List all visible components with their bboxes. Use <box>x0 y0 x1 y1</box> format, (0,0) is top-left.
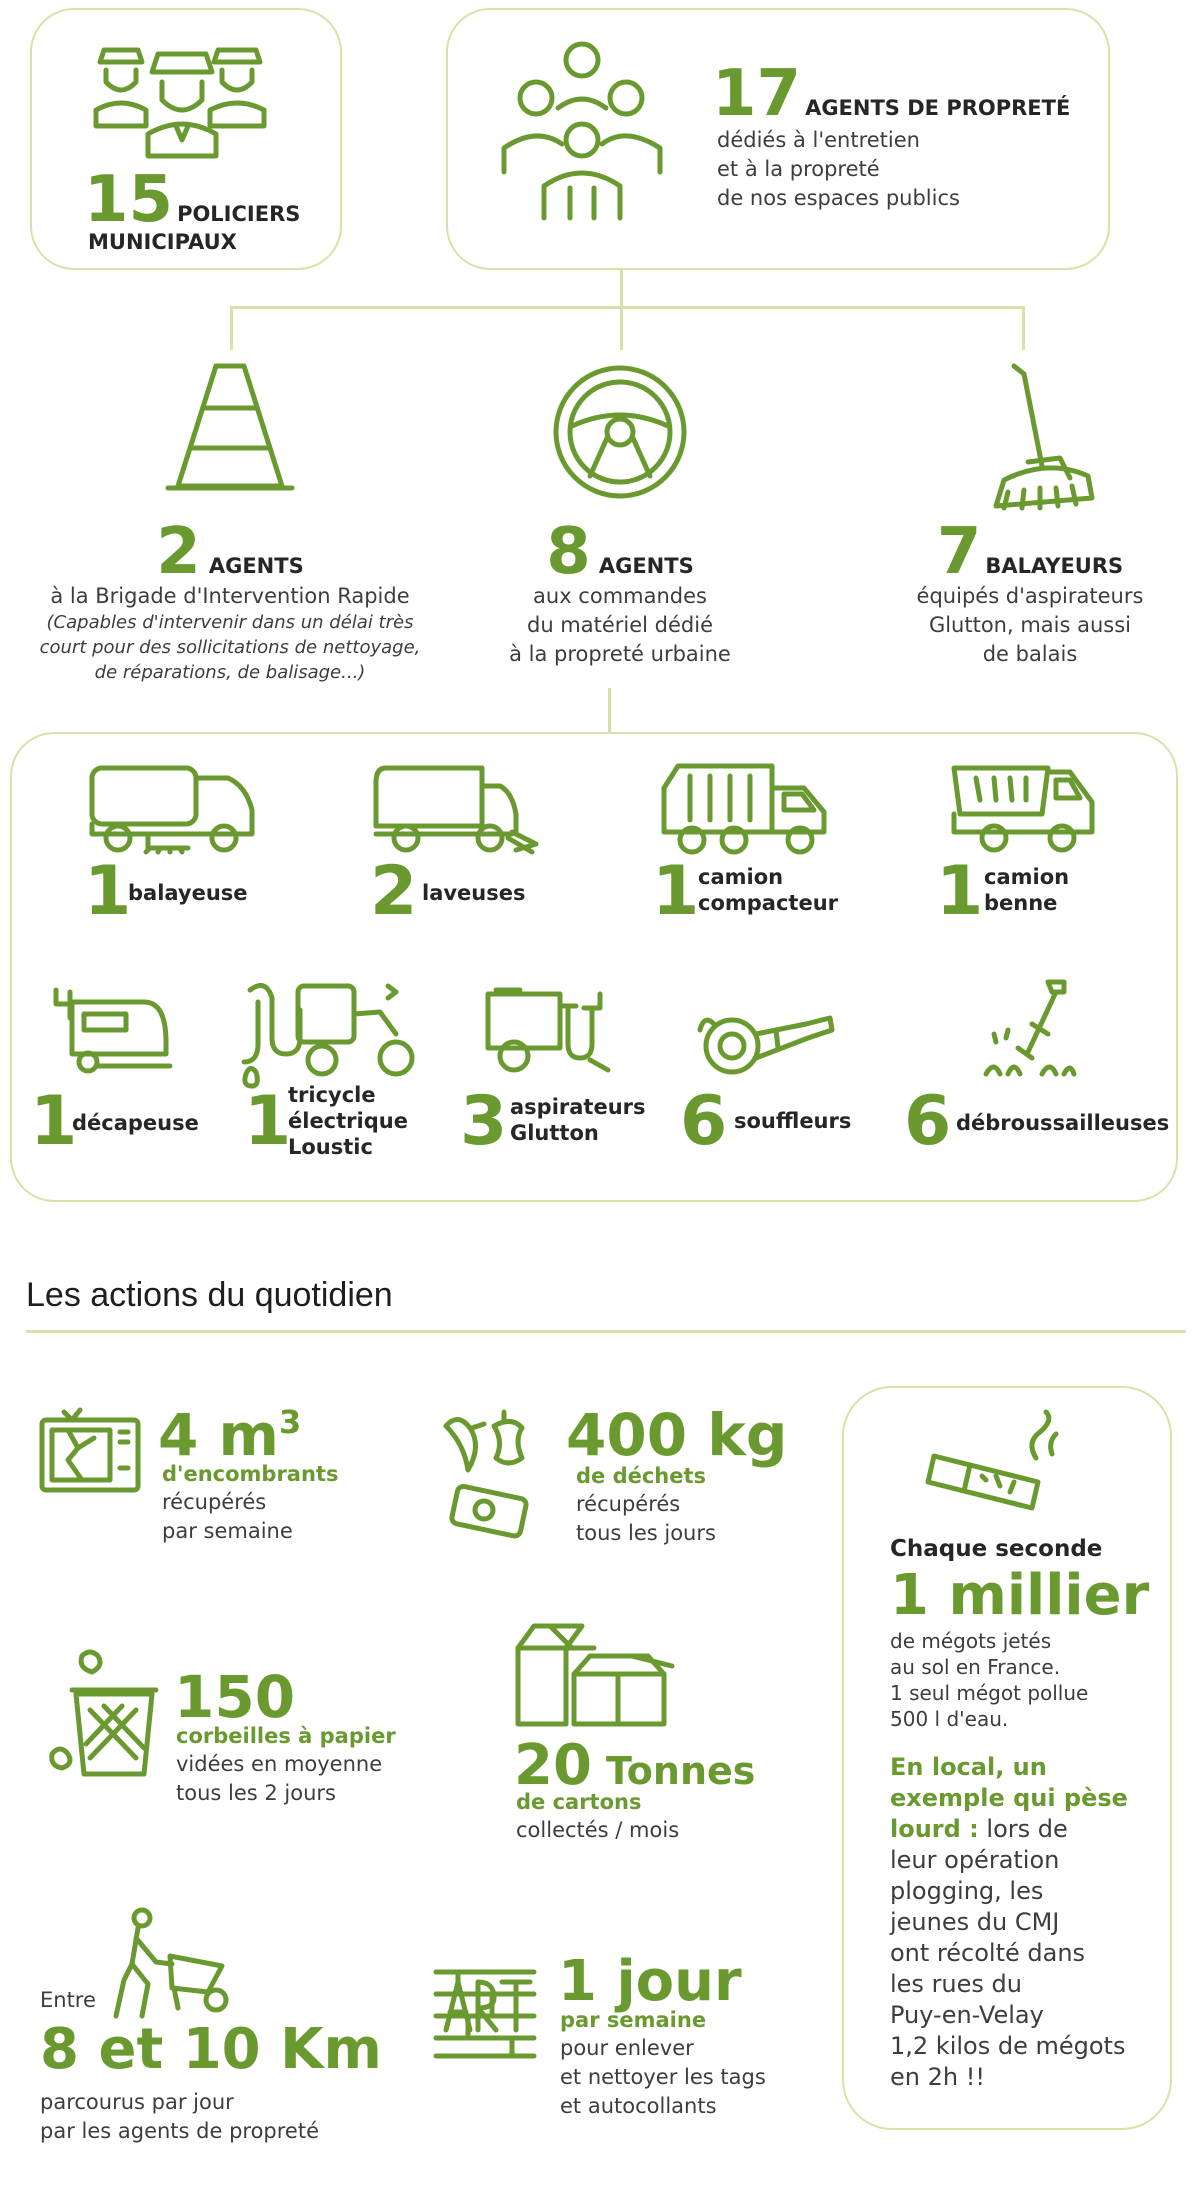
street-sweeper-icon <box>88 762 258 854</box>
vehicle-label: Glutton <box>510 1121 599 1145</box>
connector-left-drop <box>230 306 233 350</box>
brush-cutter-icon <box>980 978 1076 1078</box>
compactor-truck-icon <box>660 760 830 856</box>
balayeurs-label: BALAYEURS <box>985 554 1124 578</box>
vehicle-label: aspirateurs <box>510 1095 646 1119</box>
commandes-heading <box>430 515 810 589</box>
cartons-value: 20 Tonnes <box>514 1733 756 1798</box>
balayeurs-desc: équipés d'aspirateurs Glutton, mais aussi de balais <box>916 584 1144 666</box>
vehicle-label: balayeuse <box>128 881 248 905</box>
broken-tv-icon <box>38 1408 142 1494</box>
vehicle-label: décapeuse <box>72 1111 199 1135</box>
brigade-note: (Capables d'intervenir dans un délai très court pour des sollicitations de nettoyage, de réparations, de balisage...) <box>39 612 421 683</box>
dump-truck-icon <box>950 762 1096 854</box>
commandes-label: AGENTS <box>598 554 694 578</box>
corbeilles-value: 150 <box>174 1663 296 1731</box>
cardboard-boxes-icon <box>514 1622 674 1728</box>
brigade-desc: à la Brigade d'Intervention Rapide <box>50 584 410 608</box>
broom-icon <box>988 362 1098 512</box>
brigade-label: AGENTS <box>208 554 304 578</box>
vacuum-icon <box>480 986 616 1076</box>
vehicle-label: Loustic <box>288 1135 373 1159</box>
vehicle-label: débroussailleuses <box>956 1111 1170 1135</box>
wastebasket-icon <box>46 1648 156 1778</box>
cigarette-butt-icon <box>930 1412 1060 1512</box>
electric-tricycle-icon <box>236 978 418 1096</box>
leaf-blower-icon <box>696 1004 836 1076</box>
vehicle-number: 3 <box>460 1082 508 1161</box>
vehicle-number: 6 <box>680 1082 728 1161</box>
megots-local: En local, un exemple qui pèse lourd : lors de leur opération plogging, les jeunes du CMJ ont récolté dans les rues du Puy-en-Velay 1,2 kilos de mégots en 2h !! <box>890 1753 1128 2091</box>
traffic-cone-icon <box>164 362 296 494</box>
jour-desc: pour enlever et nettoyer les tags et autocollants <box>560 2036 766 2118</box>
section-title: Les actions du quotidien <box>26 1276 393 1314</box>
floor-scrubber-icon <box>48 982 174 1072</box>
policiers-label-2: MUNICIPAUX <box>88 230 237 254</box>
steering-wheel-icon <box>550 362 690 502</box>
km-value: 8 et 10 Km <box>40 2017 382 2082</box>
vehicle-label: compacteur <box>698 891 838 915</box>
megots-desc: de mégots jetés au sol en France. 1 seul mégot pollue 500 l d'eau. <box>890 1629 1089 1731</box>
agents-proprete-stat <box>712 57 1071 131</box>
vehicle-number: 6 <box>904 1082 952 1161</box>
vehicle-label: camion <box>984 865 1070 889</box>
vehicle-label: souffleurs <box>734 1109 852 1133</box>
wheelbarrow-worker-icon <box>112 1908 232 2024</box>
commandes-number: 8 <box>546 515 591 589</box>
jour-value: 1 jour <box>558 1949 742 2014</box>
vehicle-number: 1 <box>30 1082 78 1161</box>
agents-proprete-number: 17 <box>712 57 802 131</box>
corbeilles-desc: vidées en moyenne tous les 2 jours <box>176 1752 383 1805</box>
vehicle-number: 1 <box>936 852 984 931</box>
vehicle-label: électrique <box>288 1109 408 1133</box>
megots-value: 1 millier <box>890 1563 1150 1628</box>
megots-heading: Chaque seconde <box>890 1536 1103 1562</box>
vehicle-label: benne <box>984 891 1058 915</box>
agents-proprete-label: AGENTS DE PROPRETÉ <box>805 96 1071 120</box>
brigade-heading <box>40 515 420 589</box>
km-prefix: Entre <box>40 1988 96 2012</box>
dechets-label: de déchets <box>576 1464 707 1488</box>
agents-proprete-desc: dédiés à l'entretien et à la propreté de nos espaces publics <box>717 128 960 210</box>
cartons-label: de cartons <box>516 1790 642 1814</box>
connector-vertical-bottom <box>608 688 611 732</box>
corbeilles-label: corbeilles à papier <box>176 1724 396 1748</box>
policiers-stat <box>84 163 301 237</box>
street-washer-icon <box>372 762 538 854</box>
encombrants-value: 4 m3 <box>158 1401 302 1469</box>
balayeurs-heading <box>860 515 1200 589</box>
section-divider <box>26 1330 1186 1333</box>
connector-right-drop <box>1022 306 1025 350</box>
brigade-number: 2 <box>156 515 201 589</box>
waste-icon <box>438 1406 538 1538</box>
connector-horizontal <box>230 306 1025 309</box>
encombrants-label: d'encombrants <box>162 1462 339 1486</box>
policiers-label: POLICIERS <box>177 202 301 226</box>
dechets-desc: récupérés tous les jours <box>576 1492 716 1545</box>
graffiti-wall-icon <box>432 1964 538 2060</box>
team-icon <box>500 40 664 220</box>
connector-vertical-top <box>620 270 623 350</box>
vehicle-label: tricycle <box>288 1083 376 1107</box>
vehicle-label: camion <box>698 865 784 889</box>
police-officers-icon <box>92 40 272 160</box>
vehicle-label: laveuses <box>422 881 526 905</box>
vehicle-number: 1 <box>244 1082 292 1161</box>
policiers-number: 15 <box>84 163 174 237</box>
cartons-desc: collectés / mois <box>516 1818 680 1842</box>
km-desc: parcourus par jour par les agents de propreté <box>40 2090 320 2143</box>
vehicle-number: 1 <box>652 852 700 931</box>
vehicle-number: 2 <box>370 852 418 931</box>
balayeurs-number: 7 <box>936 515 982 589</box>
encombrants-desc: récupérés par semaine <box>162 1490 293 1543</box>
commandes-desc: aux commandes du matériel dédié à la propreté urbaine <box>509 584 731 666</box>
vehicle-number: 1 <box>84 852 132 931</box>
jour-label: par semaine <box>560 2008 707 2032</box>
dechets-value: 400 kg <box>566 1401 788 1469</box>
